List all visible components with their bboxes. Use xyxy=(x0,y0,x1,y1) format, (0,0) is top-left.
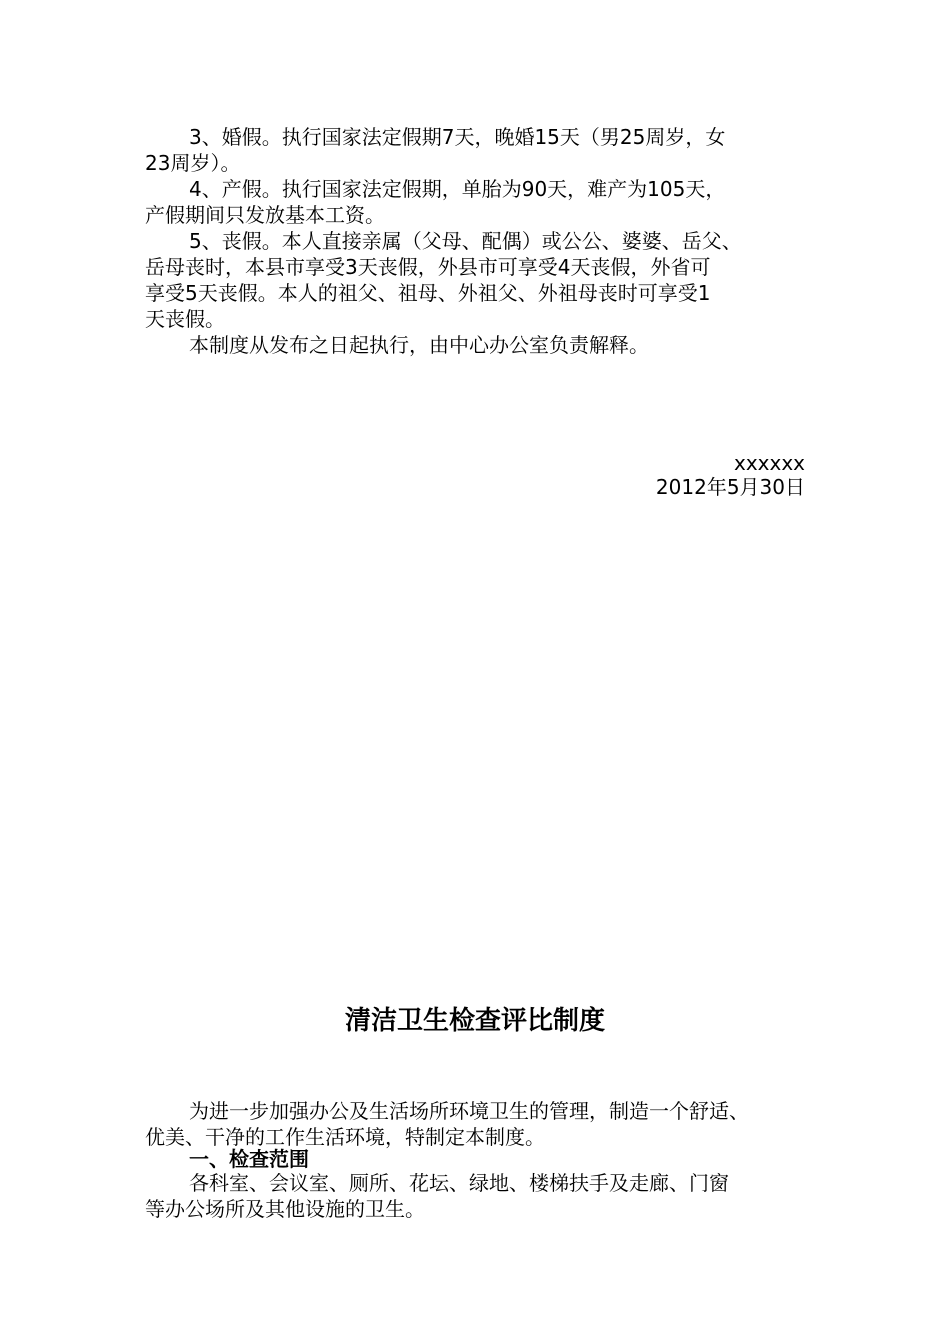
text-line: 产假期间只发放基本工资。 xyxy=(145,203,385,227)
text-line: 4、产假。执行国家法定假期，单胎为90天，难产为105天， xyxy=(189,177,726,201)
section-title: 清洁卫生检查评比制度 xyxy=(344,1006,605,1036)
text-line: 天丧假。 xyxy=(145,307,225,331)
closing-paragraph xyxy=(145,332,810,358)
text-line: 优美、干净的工作生活环境，特制定本制度。 xyxy=(145,1125,545,1149)
text-line: 各科室、会议室、厕所、花坛、绿地、楼梯扶手及走廊、门窗 xyxy=(189,1171,729,1195)
text-line: 等办公场所及其他设施的卫生。 xyxy=(145,1197,425,1221)
text-line: 23周岁）。 xyxy=(145,151,241,175)
text-line: 5、丧假。本人直接亲属（父母、配偶）或公公、婆婆、岳父、 xyxy=(189,229,742,253)
marriage-leave-paragraph xyxy=(145,124,810,176)
heading-text: 一、检查范围 xyxy=(189,1147,309,1171)
maternity-leave-paragraph xyxy=(145,176,810,228)
bereavement-leave-paragraph xyxy=(145,228,810,332)
text-line: 为进一步加强办公及生活场所环境卫生的管理，制造一个舒适、 xyxy=(189,1099,749,1123)
text-line: 岳母丧时，本县市享受3天丧假，外县市可享受4天丧假，外省可 xyxy=(145,255,711,279)
intro-paragraph xyxy=(145,1098,810,1150)
text-line: 3、婚假。执行国家法定假期7天，晚婚15天（男25周岁，女 xyxy=(189,125,726,149)
text-line: 享受5天丧假。本人的祖父、祖母、外祖父、外祖母丧时可享受1 xyxy=(145,281,711,305)
signature-org: xxxxxx xyxy=(733,451,805,475)
scope-paragraph xyxy=(145,1170,810,1222)
scope-heading xyxy=(145,1146,810,1172)
signature-date: 2012年5月30日 xyxy=(655,475,805,499)
text-line: 本制度从发布之日起执行，由中心办公室负责解释。 xyxy=(189,333,649,357)
